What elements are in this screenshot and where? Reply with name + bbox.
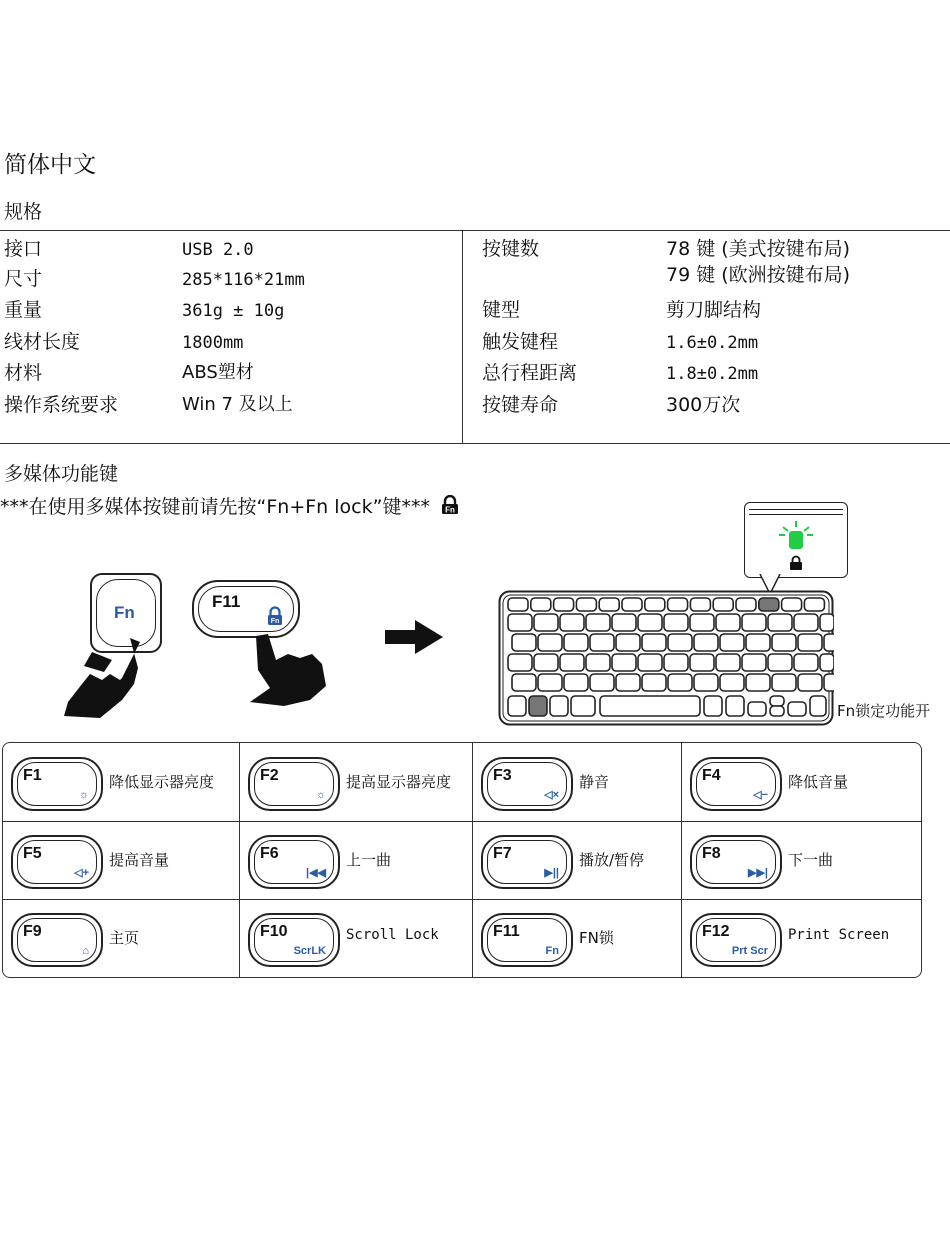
keyboard-key — [571, 696, 595, 716]
keyboard-key — [820, 614, 834, 631]
spec-value-life: 300万次 — [666, 394, 741, 416]
spec-label-os: 操作系统要求 — [4, 394, 119, 416]
spec-table-divider — [462, 230, 463, 443]
keyboard-key — [586, 614, 610, 631]
keyboard-key — [554, 598, 574, 611]
function-key-description: FN锁 — [579, 929, 614, 947]
fn-lock-icon — [440, 495, 460, 520]
keycap-label: F4 — [702, 767, 721, 784]
scroll-lock-icon: ScrLK — [293, 945, 326, 957]
spec-value-os: Win 7 及以上 — [182, 394, 293, 415]
keyboard-key — [804, 598, 824, 611]
keyboard-key — [694, 634, 718, 651]
keyboard-key — [664, 654, 688, 671]
keyboard-key — [529, 696, 547, 716]
keyboard-key — [668, 674, 692, 691]
function-key-row-f7 — [473, 821, 703, 899]
function-key-description: 降低音量 — [788, 773, 849, 791]
keyboard-key — [736, 598, 756, 611]
keyboard-body — [498, 590, 834, 726]
mute-icon: ◁× — [544, 789, 559, 801]
brightness-up-icon: ☼ — [315, 789, 326, 801]
function-key-row-f10 — [240, 899, 470, 977]
spec-label-travel: 总行程距离 — [482, 362, 578, 384]
spec-value-actuation: 1.6±0.2mm — [666, 333, 759, 353]
keyboard-key — [560, 654, 584, 671]
led-rays-icon — [777, 519, 815, 537]
hand-pointer-icon — [60, 630, 160, 720]
keycap-f2 — [248, 757, 340, 811]
f11-keycap-label: F11 — [212, 592, 241, 611]
keyboard-key — [742, 614, 766, 631]
keyboard-key — [704, 696, 722, 716]
spec-label-keys: 按键数 — [482, 238, 540, 260]
keyboard-key — [810, 696, 826, 716]
fn-lock-badge-icon — [266, 606, 284, 626]
keyboard-key — [612, 614, 636, 631]
multimedia-title: 多媒体功能键 — [4, 463, 119, 485]
keyboard-key — [564, 634, 588, 651]
spec-label-weight: 重量 — [4, 299, 43, 321]
hand-pointer-icon — [240, 630, 340, 710]
function-key-description: 静音 — [579, 773, 610, 791]
keycap-label: F11 — [493, 923, 520, 940]
keyboard-key — [720, 634, 744, 651]
spec-value-size: 285*116*21mm — [182, 270, 305, 290]
function-key-row-f6 — [240, 821, 470, 899]
arrow-right-icon — [385, 618, 445, 656]
spec-label-keytype: 键型 — [482, 299, 521, 321]
volume-up-icon: ◁+ — [74, 867, 89, 879]
function-key-description: 主页 — [109, 929, 140, 947]
keyboard-key — [612, 654, 636, 671]
home-icon: ⌂ — [82, 945, 89, 957]
multimedia-note-text: ***在使用多媒体按键前请先按“Fn+Fn lock”键*** — [0, 496, 430, 518]
print-screen-icon: Prt Scr — [731, 945, 768, 957]
fn-lock-callout — [744, 502, 848, 578]
keycap-f12 — [690, 913, 782, 967]
keycap-label: F10 — [260, 923, 288, 940]
keyboard-key — [550, 696, 568, 716]
keycap-label: F5 — [23, 845, 42, 862]
keycap-label: F9 — [23, 923, 42, 940]
keyboard-key — [770, 706, 784, 716]
spec-label-life: 按键寿命 — [482, 394, 559, 416]
keyboard-key — [768, 614, 792, 631]
keycap-f3 — [481, 757, 573, 811]
function-key-description: 提高音量 — [109, 851, 170, 869]
function-key-description: Print Screen — [788, 927, 890, 943]
function-key-row-f11 — [473, 899, 703, 977]
keyboard-key — [508, 654, 532, 671]
keyboard-key — [564, 674, 588, 691]
spec-label-cable: 线材长度 — [4, 331, 81, 353]
keycap-label: F2 — [260, 767, 279, 784]
function-key-description: 下一曲 — [788, 851, 834, 869]
play-pause-icon: ▶|| — [544, 867, 559, 879]
keycap-f7 — [481, 835, 573, 889]
keyboard-key — [824, 674, 834, 691]
keyboard-key — [599, 598, 619, 611]
keyboard-key — [798, 634, 822, 651]
fn-lock-on-label: Fn锁定功能开 — [837, 702, 931, 720]
spec-value-keytype: 剪刀脚结构 — [666, 299, 762, 321]
keycap-label: F3 — [493, 767, 512, 784]
spec-value-weight: 361g ± 10g — [182, 301, 285, 321]
keyboard-key — [538, 634, 562, 651]
keyboard-key — [616, 674, 640, 691]
keycap-label: F7 — [493, 845, 512, 862]
keyboard-key — [794, 614, 818, 631]
volume-down-icon: ◁− — [753, 789, 768, 801]
keyboard-key — [642, 634, 666, 651]
keyboard-key — [531, 598, 551, 611]
keyboard-key — [642, 674, 666, 691]
keyboard-key — [538, 674, 562, 691]
spec-value-travel: 1.8±0.2mm — [666, 364, 759, 384]
keyboard-key — [748, 702, 766, 716]
keyboard-key — [770, 696, 784, 706]
keyboard-key — [782, 598, 802, 611]
spec-title: 规格 — [4, 201, 43, 223]
keyboard-key — [586, 654, 610, 671]
spec-label-actuation: 触发键程 — [482, 331, 559, 353]
brightness-down-icon: ☼ — [78, 789, 89, 801]
keycap-label: F1 — [23, 767, 42, 784]
spec-label-material: 材料 — [4, 362, 43, 384]
keyboard-key — [622, 598, 642, 611]
keyboard-key — [726, 696, 744, 716]
keyboard-key — [512, 634, 536, 651]
spec-value-interface: USB 2.0 — [182, 240, 254, 260]
keyboard-key — [768, 654, 792, 671]
keyboard-key — [798, 674, 822, 691]
spec-label-size: 尺寸 — [4, 268, 43, 290]
keyboard-key — [600, 696, 700, 716]
function-key-table — [2, 742, 922, 978]
function-key-description: 降低显示器亮度 — [109, 773, 215, 791]
keycap-f4 — [690, 757, 782, 811]
function-key-row-f4 — [682, 743, 912, 821]
language-title: 简体中文 — [4, 152, 96, 178]
keycap-f5 — [11, 835, 103, 889]
keycap-f10 — [248, 913, 340, 967]
spec-table-top-border — [0, 230, 950, 231]
keyboard-key — [534, 614, 558, 631]
keycap-f9 — [11, 913, 103, 967]
next-track-icon: ▶▶| — [748, 867, 768, 879]
multimedia-note — [0, 492, 460, 520]
fn-lock-icon-text: Fn — [445, 505, 455, 515]
keycap-f8 — [690, 835, 782, 889]
function-key-row-f2 — [240, 743, 470, 821]
keycap-f11 — [481, 913, 573, 967]
keyboard-key — [590, 634, 614, 651]
keyboard-key — [746, 674, 770, 691]
keyboard-key — [746, 634, 770, 651]
keyboard-key — [720, 674, 744, 691]
keyboard-key — [794, 654, 818, 671]
spec-value-material: ABS塑材 — [182, 362, 254, 383]
function-key-row-f8 — [682, 821, 912, 899]
fn-lock-small-icon — [789, 555, 803, 571]
keyboard-key — [645, 598, 665, 611]
keyboard-key — [560, 614, 584, 631]
keyboard-key — [716, 654, 740, 671]
keyboard-key — [772, 674, 796, 691]
keyboard-key — [508, 614, 532, 631]
previous-track-icon: |◀◀ — [306, 867, 326, 879]
keyboard-key — [690, 598, 710, 611]
keyboard-key — [668, 598, 688, 611]
keyboard-key — [638, 654, 662, 671]
keyboard-key — [638, 614, 662, 631]
function-key-description: 提高显示器亮度 — [346, 773, 452, 791]
keyboard-key — [742, 654, 766, 671]
spec-label-interface: 接口 — [4, 238, 43, 260]
function-key-description: 上一曲 — [346, 851, 392, 869]
keyboard-key — [788, 702, 806, 716]
function-key-row-f3 — [473, 743, 703, 821]
spec-table-bottom-border — [0, 443, 950, 444]
spec-value-keys-us: 78 键 (美式按键布局) — [666, 238, 851, 260]
keycap-label: F12 — [702, 923, 730, 940]
keyboard-key — [664, 614, 688, 631]
function-key-row-f5 — [3, 821, 233, 899]
keycap-label: F8 — [702, 845, 721, 862]
keyboard-key — [690, 654, 714, 671]
keyboard-key — [820, 654, 834, 671]
function-key-description: 播放/暂停 — [579, 851, 645, 869]
keyboard-key — [716, 614, 740, 631]
spec-value-cable: 1800mm — [182, 333, 244, 353]
keyboard-key — [668, 634, 692, 651]
keyboard-key — [694, 674, 718, 691]
spec-value-keys-eu: 79 键 (欧洲按键布局) — [666, 264, 851, 286]
fn-keycap-label: Fn — [114, 603, 135, 622]
keyboard-key — [759, 598, 779, 611]
keyboard-key — [512, 674, 536, 691]
keycap-f6 — [248, 835, 340, 889]
function-key-row-f12 — [682, 899, 912, 977]
keyboard-key — [772, 634, 796, 651]
keyboard-key — [576, 598, 596, 611]
keyboard-key — [690, 614, 714, 631]
keyboard-key — [508, 696, 526, 716]
keyboard-key — [590, 674, 614, 691]
keyboard-key — [616, 634, 640, 651]
keyboard-key — [534, 654, 558, 671]
fn-lock-icon: Fn — [545, 945, 559, 957]
function-key-row-f1 — [3, 743, 233, 821]
keyboard-key — [824, 634, 834, 651]
keycap-f1 — [11, 757, 103, 811]
function-key-row-f9 — [3, 899, 233, 977]
function-key-description: Scroll Lock — [346, 927, 439, 943]
keycap-label: F6 — [260, 845, 279, 862]
keyboard-key — [713, 598, 733, 611]
fn-lock-badge-text: Fn — [270, 618, 280, 625]
keyboard-key — [508, 598, 528, 611]
